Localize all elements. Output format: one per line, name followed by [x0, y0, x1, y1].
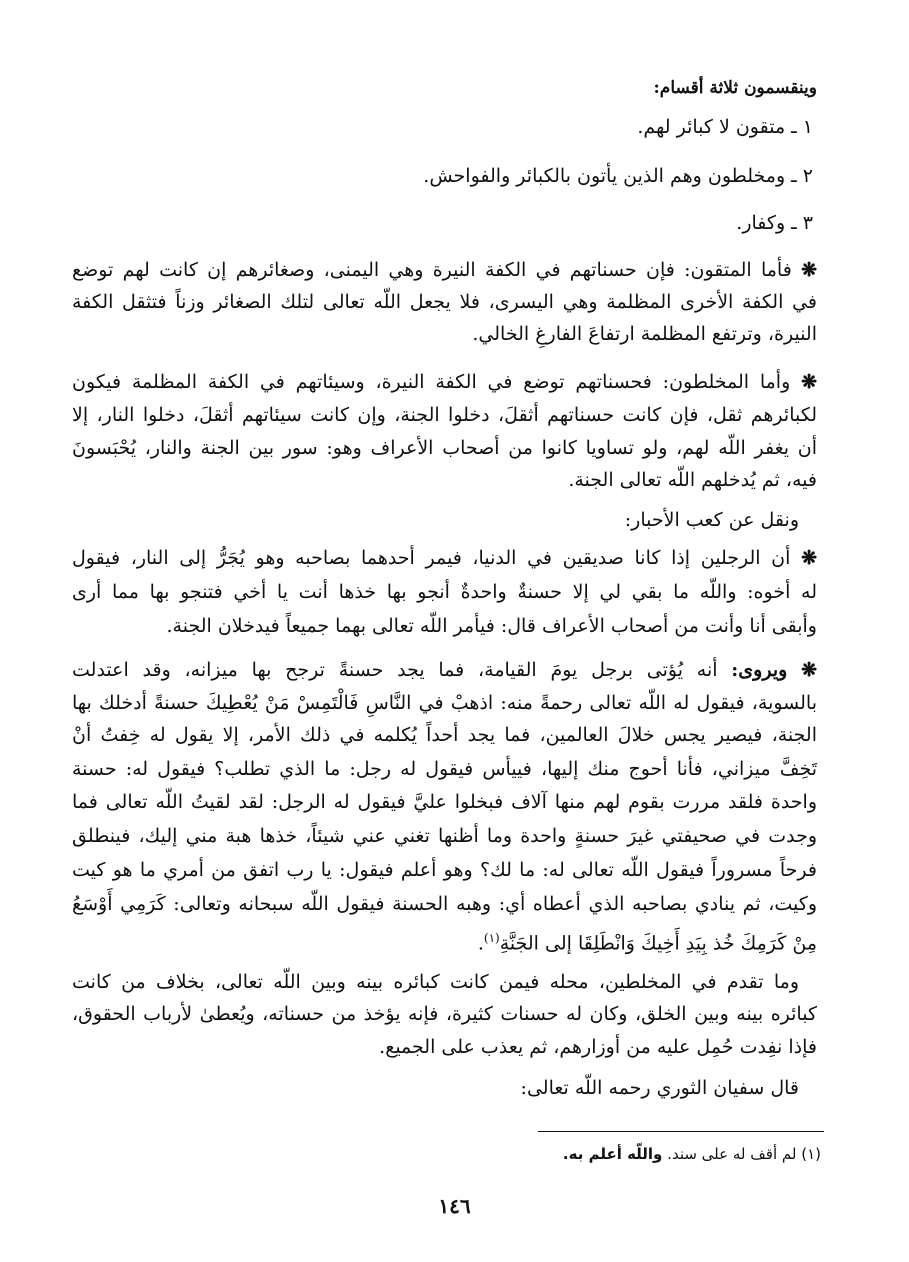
transition-line: ونقل عن كعب الأحبار: [624, 509, 799, 531]
footnote-divider [538, 1131, 824, 1132]
para4-lead: ويروى: [731, 659, 788, 681]
para3-line-3: وأبقى أنا وأنت من أصحاب الأعراف قال: فيأمر اللّه تعالى بهما جميعاً فيدخلان الجنة. [166, 615, 817, 637]
footnote-text: لم أقف له على سند. [667, 1145, 797, 1163]
para4-line-3: الجنة، فيصير يجس خلالَ العالمين، فما يجد أحداً يُكلمه في ذلك الأمر، إلا يقول له خِفتُ أنْ [72, 724, 817, 746]
para4-line-5: واحدة فلقد مررت بقوم لهم منها آلاف فبخلوا عليَّ فيقول له الرجل: لقد لقيتُ اللّه تعالى فما [72, 791, 817, 813]
para4-line-8: وكيت، ثم ينادي بصاحبه الذي أعطاه أي: وهبه الحسنة فيقول اللّه سبحانه وتعالى: كَرَمِي أَوْسَعُ [72, 893, 817, 915]
page-number: ١٤٦ [438, 1194, 471, 1218]
para1-line-2: في الكفة الأخرى المظلمة وهي اليسرى، فلا يجعل اللّه تعالى لتلك الصغائر وزناً فتثقل الكفة [72, 291, 817, 313]
star-icon: ❋ [801, 659, 817, 681]
para3-text-1: أن الرجلين إذا كانا صديقين في الدنيا، فيمر أحدهما بصاحبه وهو يُجَرُّ إلى النار، فيقول [72, 547, 791, 569]
para4-text-1: أنه يُؤتى برجل يومَ القيامة، فما يجد حسنةً ترجح بها ميزانه، وقد اعتدلت [72, 659, 718, 681]
para2-line-3: أن يغفر اللّه لهم، ولو تساويا كانوا من أصحاب الأعراف وهو: سور بين الجنة والنار، يُحْبَسونَ [72, 437, 817, 459]
footnote-reference: (١) [483, 931, 500, 945]
footnote-marker: (١) [801, 1145, 821, 1163]
para4-line-2: بالسوية، فيقول له اللّه تعالى رحمةً منه: اذهبْ في النَّاسِ فَالْتَمِسْ مَنْ يُعْطِيكَ حسنةً أدخلك بها [72, 692, 817, 714]
para1-text-1: فأما المتقون: فإن حسناتهم في الكفة النيرة وهي اليمنى، وصغائرهم إن كانت لهم توضع [72, 259, 792, 281]
para2-text-1: وأما المخلطون: فحسناتهم توضع في الكفة النيرة، وسيئاتهم في الكفة المظلمة فيكون [72, 371, 791, 393]
para3-line-1 [72, 546, 817, 570]
para4-line-9 [478, 926, 817, 955]
para4-line-4: تَخِفَّ ميزاني، فأنا أحوج منك إليها، فييأس فيقول له رجل: ما الذي تطلب؟ فيقول له: حسنة [72, 758, 817, 780]
para4-line-7: فرحاً مسروراً فيقول اللّه تعالى له: ما لك؟ وهو أعلم فيقول: يا رب اتفق من أمري ما هو كيت [72, 859, 817, 881]
star-icon: ❋ [801, 547, 817, 569]
para5-line-3: فإذا نفِدت حُمِل عليه من أوزارهم، ثم يعذب على الجميع. [379, 1036, 817, 1058]
list-item-1: ١ ـ متقون لا كبائر لهم. [637, 116, 813, 138]
period: . [477, 932, 484, 955]
para5-line-2: كبائره بينه وبين الخلق، وكان له حسنات كثيرة، فإنه يؤخذ من حسناته، ويُعطىٰ لأرباب الحقوق، [72, 1003, 817, 1025]
list-item-2: ٢ ـ ومخلطون وهم الذين يأتون بالكبائر والفواحش. [423, 165, 813, 187]
list-item-3: ٣ ـ وكفار. [736, 212, 813, 234]
para1-line-3: النيرة، وترتفع المظلمة ارتفاعَ الفارغِ الخالي. [472, 323, 817, 345]
para2-line-4: فيه، ثم يُدخلهم اللّه تعالى الجنة. [568, 469, 817, 491]
footnote-tail: واللّه أعلم به. [562, 1145, 663, 1163]
para3-line-2: له أخوه: واللّه ما بقي لي إلا حسنةٌ واحدةٌ أنجو بها خذها أنت يا أخي فتنجو بها مما أرى [72, 581, 817, 603]
para4-line-6: وجدت في صحيفتي غيرَ حسنةٍ واحدة وما أظنها تغني عني شيئاً، خذها هبة مني إليك، فينطلق [72, 825, 817, 847]
footnote [563, 1144, 821, 1164]
section-heading: وينقسمون ثلاثة أقسام: [653, 78, 817, 98]
star-icon: ❋ [801, 259, 817, 281]
closing-line: قال سفيان الثوري رحمه اللّه تعالى: [520, 1077, 799, 1099]
para1-line-1 [72, 258, 817, 282]
para2-line-2: لكبائرهم ثقل، فإن كانت حسناتهم أثقلَ، دخلوا الجنة، وإن كانت سيئاتهم أثقلَ، دخلوا النار، إلا [72, 404, 817, 426]
para2-line-1 [72, 370, 817, 394]
star-icon: ❋ [801, 371, 817, 393]
hadith-quote: مِنْ كَرَمِكَ خُذ بِيَدِ أَخِيكَ وَانْطَلِقَا إلى الجَنَّةِ [499, 932, 817, 955]
para5-line-1: وما تقدم في المخلطين، محله فيمن كانت كبائره بينه وبين اللّه تعالى، بخلاف من كانت [72, 971, 799, 993]
para4-line-1 [72, 658, 817, 682]
